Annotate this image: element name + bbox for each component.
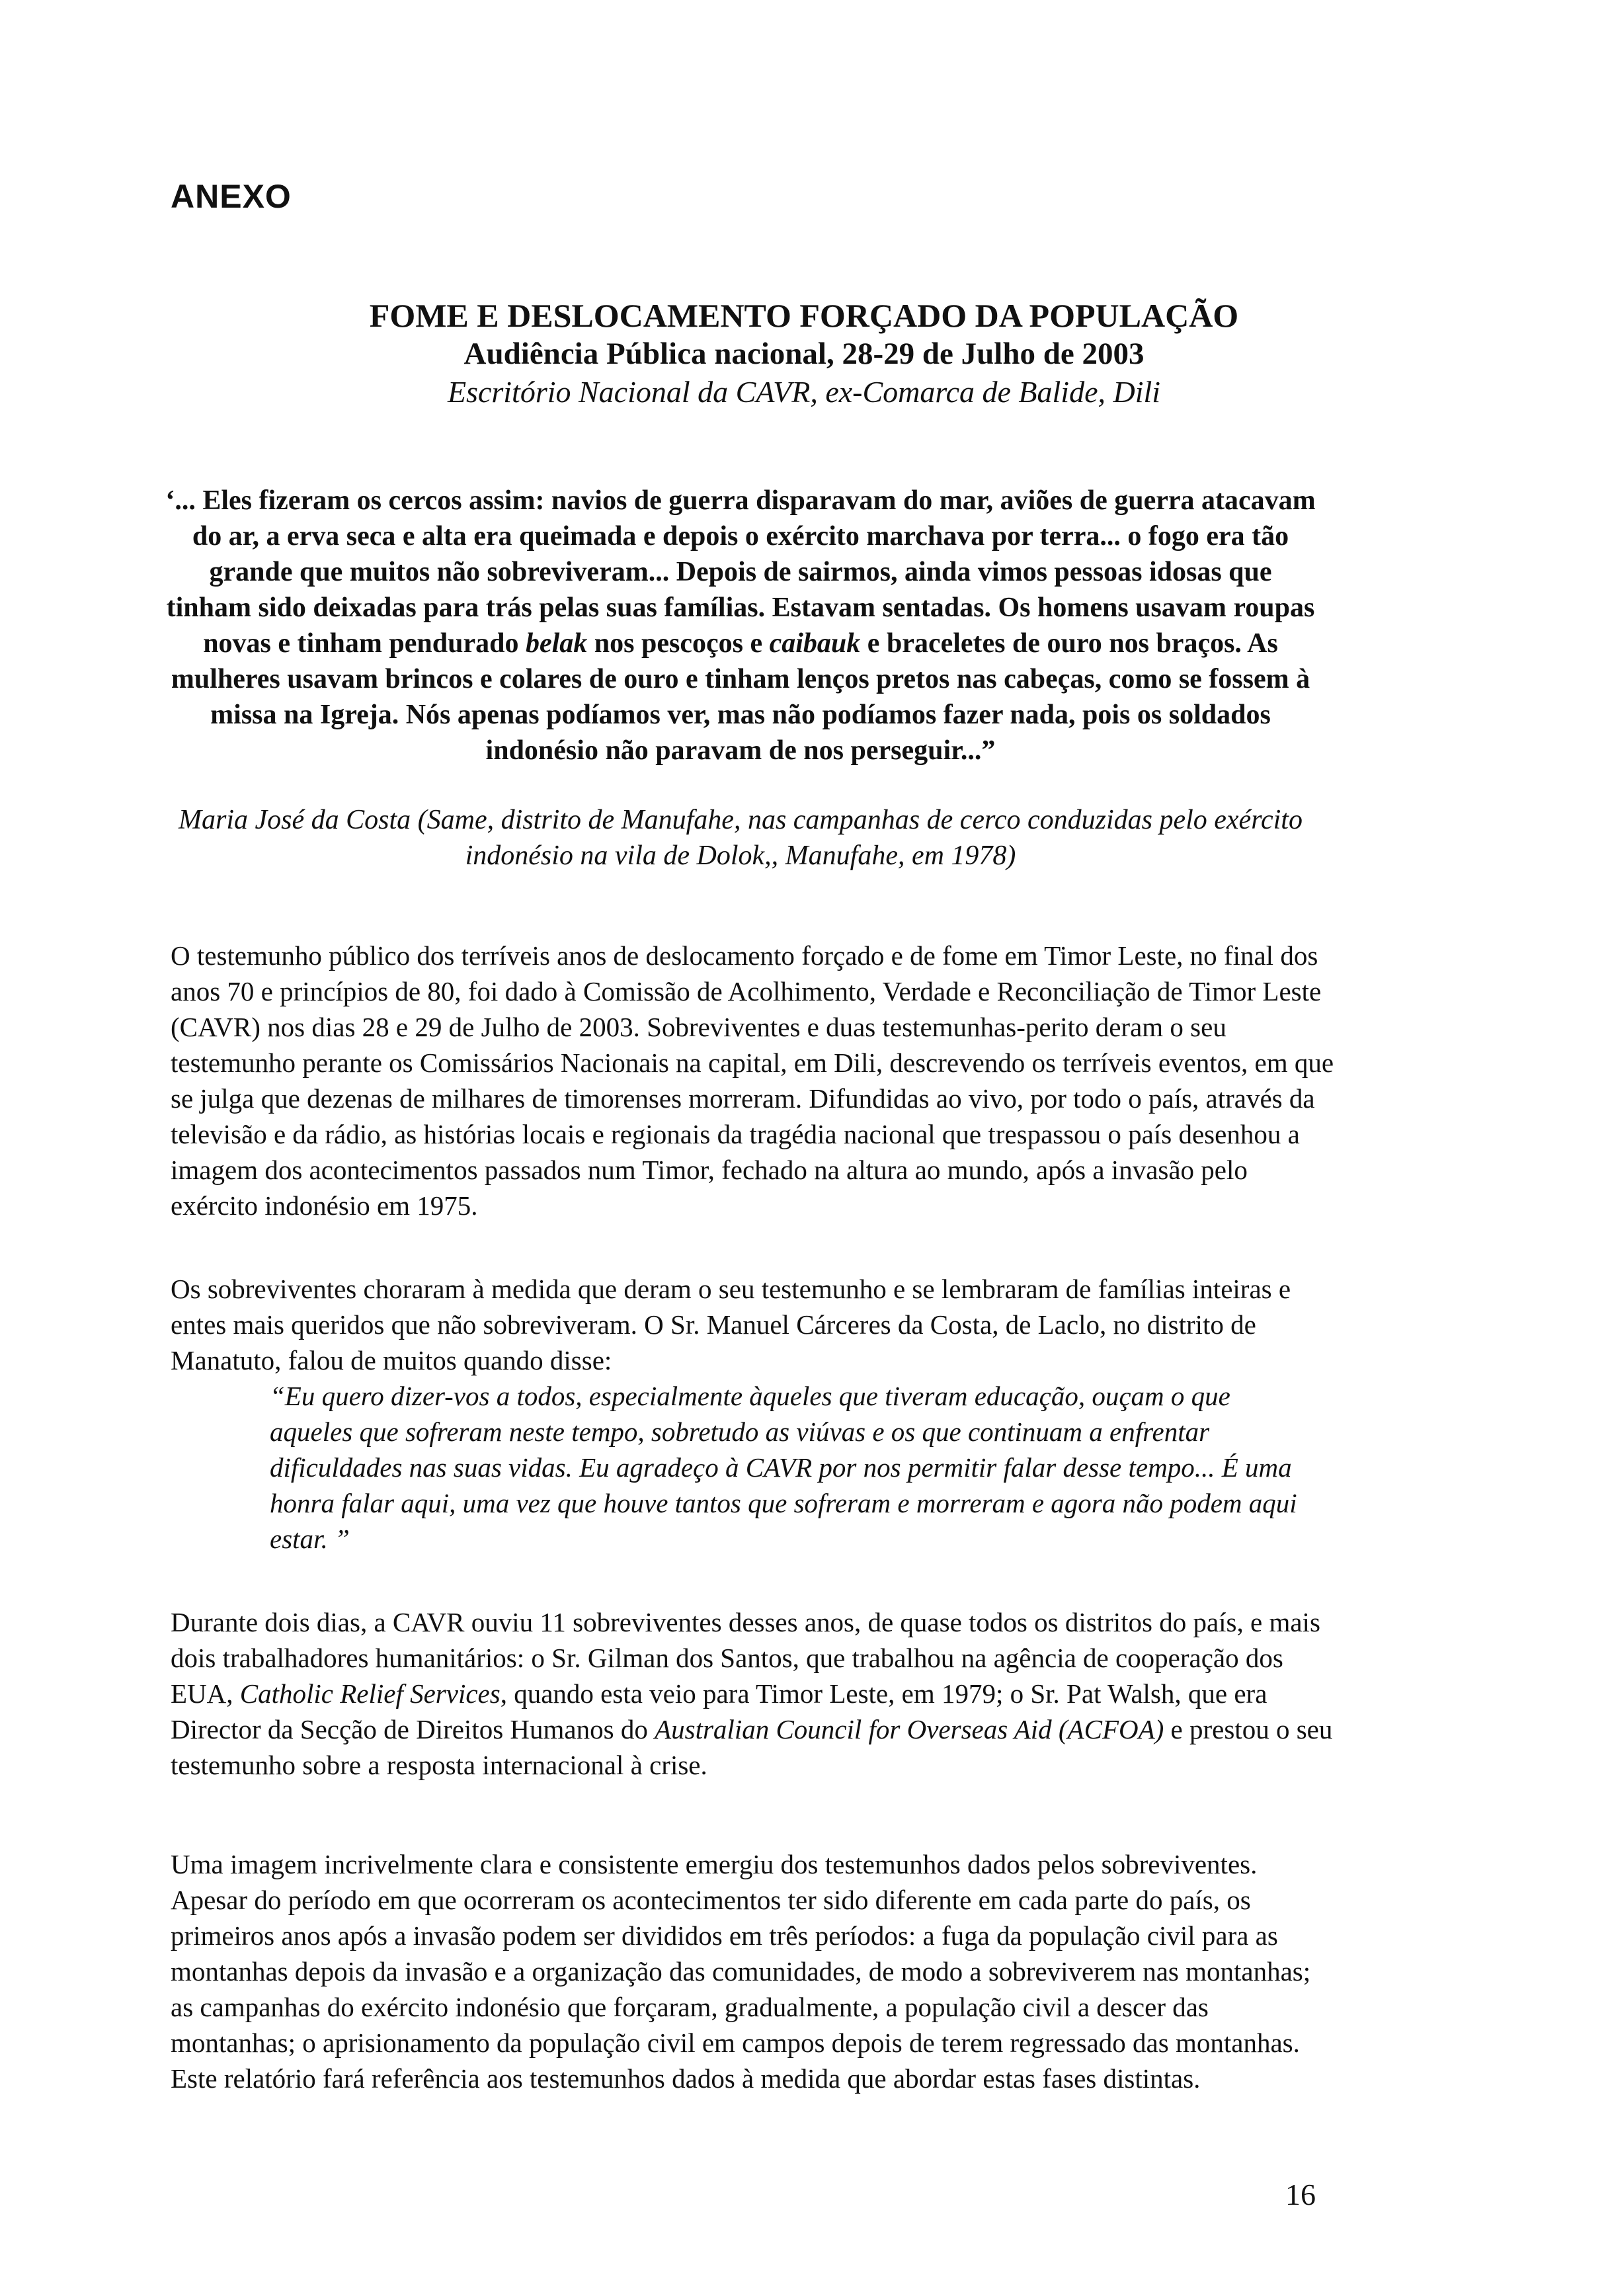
body-paragraph-4: Uma imagem incrivelmente clara e consistente emergiu dos testemunhos dados pelos sobreviventes. Apesar do período em que ocorreram os acontecimentos ter sido diferente em cada parte do país, os primeiros anos após a invasão podem ser divididos em três períodos: a fuga da população civil para as montanhas depois da invasão e a organização das comunidades, de modo a sobreviverem nas montanhas; as campanhas do exército indonésio que forçaram, gradualmente, a população civil a descer das montanhas; o aprisionamento da população civil em campos depois de terem regressado das montanhas. Este relatório fará referência aos testemunhos dados à medida que abordar estas fases distintas.	[171, 1849, 1311, 2094]
epigraph-quote	[165, 483, 1316, 768]
paragraph-3-text-2: , quando esta veio para Timor Leste, em 1979; o Sr. Pat Walsh, que era Director da Secção de Direitos Humanos do	[171, 1678, 1267, 1744]
org-acfoa: Australian Council for Overseas Aid (ACFOA)	[655, 1714, 1164, 1744]
paragraph-3-text-3: e prestou o seu testemunho sobre a resposta internacional à crise.	[171, 1714, 1333, 1780]
event-location: Escritório Nacional da CAVR, ex-Comarca de Balide, Dili	[447, 375, 1161, 409]
title-block	[132, 296, 1476, 411]
body-paragraph-1: O testemunho público dos terríveis anos de deslocamento forçado e de fome em Timor Leste, no final dos anos 70 e princípios de 80, foi dado à Comissão de Acolhimento, Verdade e Reconciliação de Timor Leste (CAVR) nos dias 28 e 29 de Julho de 2003. Sobreviventes e duas testemunhas-perito deram o seu testemunho perante os Comissários Nacionais na capital, em Dili, descrevendo os terríveis eventos, em que se julga que dezenas de milhares de timorenses morreram. Difundidas ao vivo, por todo o país, através da televisão e da rádio, as histórias locais e regionais da tragédia nacional que trespassou o país desenhou a imagem dos acontecimentos passados num Timor, fechado na altura ao mundo, após a invasão pelo exército indonésio em 1975.	[171, 940, 1334, 1221]
document-title: FOME E DESLOCAMENTO FORÇADO DA POPULAÇÃO	[369, 297, 1239, 334]
epigraph-text-3: e braceletes de ouro nos braços. As mulheres usavam brincos e colares de ouro e tinham lenços pretos nas cabeças, como se fossem à missa na Igreja. Nós apenas podíamos ver, mas não podíamos fazer nada, pois os soldados indonésio não paravam de nos perseguir...”	[171, 628, 1310, 766]
body-paragraph-2: Os sobreviventes choraram à medida que deram o seu testemunho e se lembraram de famílias inteiras e entes mais queridos que não sobreviveram. O Sr. Manuel Cárceres da Costa, de Laclo, no distrito de Manatuto, falou de muitos quando disse:	[171, 1274, 1291, 1375]
epigraph-term-belak: belak	[525, 628, 588, 659]
org-catholic-relief-services: Catholic Relief Services	[239, 1678, 501, 1709]
epigraph-text-2: nos pescoços e	[587, 628, 770, 659]
epigraph-attribution: Maria José da Costa (Same, distrito de Manufahe, nas campanhas de cerco conduzidas pelo exército indonésio na vila de Dolok,, Manufahe, em 1978)	[179, 805, 1303, 871]
page-number: 16	[1285, 2178, 1316, 2211]
section-label: ANEXO	[171, 178, 292, 215]
paragraph-3-text-1: Durante dois dias, a CAVR ouviu 11 sobreviventes desses anos, de quase todos os distritos do país, e mais dois trabalhadores humanitários: o Sr. Gilman dos Santos, que trabalhou na agência de cooperação dos EUA,	[171, 1607, 1320, 1709]
testimony-quote: “Eu quero dizer-vos a todos, especialmente àqueles que tiveram educação, ouçam o que aqueles que sofreram neste tempo, sobretudo as viúvas e os que continuam a enfrentar dificuldades nas suas vidas. Eu agradeço à CAVR por nos permitir falar desse tempo... É uma honra falar aqui, uma vez que houve tantos que sofreram e morreram e agora não podem aqui estar. ”	[270, 1381, 1297, 1554]
document-subtitle: Audiência Pública nacional, 28-29 de Julho de 2003	[463, 337, 1145, 371]
body-paragraph-3	[171, 1604, 1334, 1783]
epigraph-term-caibauk: caibauk	[769, 628, 861, 659]
epigraph-text-1: ‘... Eles fizeram os cercos assim: navios de guerra disparavam do mar, aviões de guerra atacavam do ar, a erva seca e alta era queimada e depois o exército marchava por terra... o fogo era tão grande que muitos não sobreviveram... Depois de sairmos, ainda vimos pessoas idosas que tinham sido deixadas para trás pelas suas famílias. Estavam sentadas. Os homens usavam roupas novas e tinham pendurado	[165, 485, 1316, 659]
